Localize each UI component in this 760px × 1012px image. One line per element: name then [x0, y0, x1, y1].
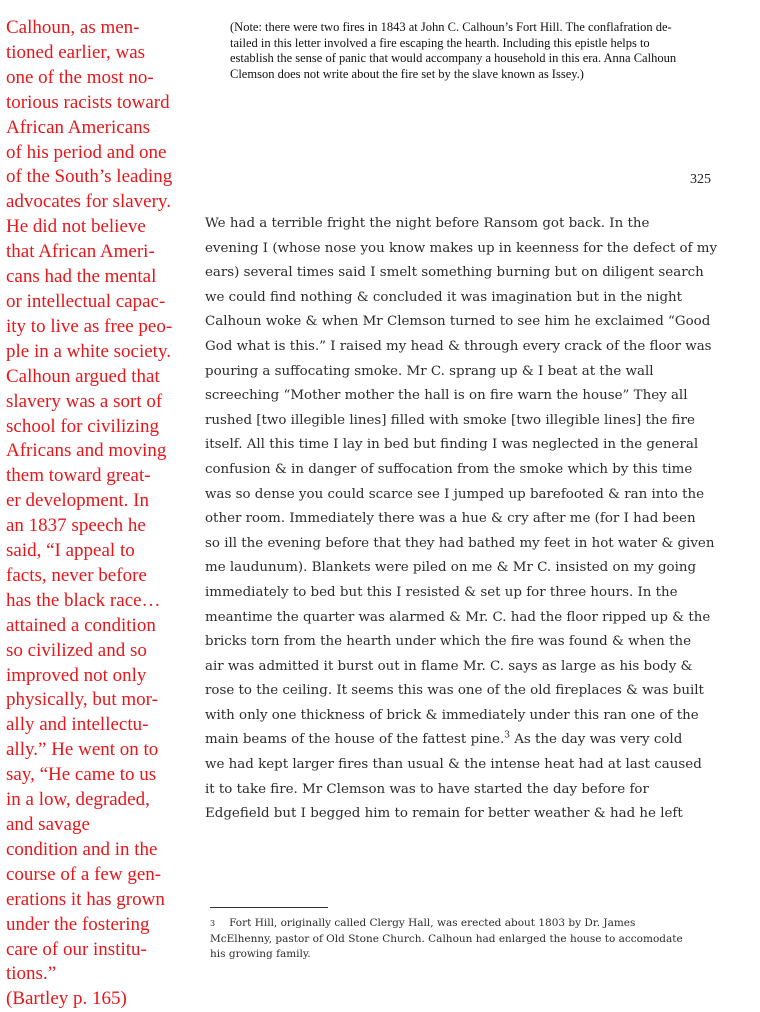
letter-body	[205, 212, 753, 827]
letter-text-part-1: We had a terrible fright the night before Ransom got back. In the evening I (whose nose you know makes up in keenness for the defect of my ears) several times said I smelt something burning but on diligent search we could find nothing & concluded it was imagination but in the night Calhoun woke & when Mr Clemson turned to see him he exclaimed “Good God what is this.” I raised my head & through every crack of the floor was pouring a suffocating smoke. Mr C. sprang up & I beat at the wall screeching “Mother mother the hall is on fire warn the house” They all rushed [two illegible lines] filled with smoke [two illegible lines] the fire itself. All this time I lay in bed but finding I was neglected in the general confusion & in danger of suffocation from the smoke which by this time was so dense you could scarce see I jumped up barefooted & ran into the other room. Immediately there was a hue & cry after me (for I had been so ill the evening before that they had bathed my feet in hot water & given me laudunum). Blankets were piled on me & Mr C. insisted on my going immediately to bed but this I resisted & set up for three hours. In the meantime the quarter was alarmed & Mr. C. had the floor ripped up & the bricks torn from the hearth under which the fire was found & when the air was admitted it burst out in flame Mr. C. says as large as his body & rose to the ceiling. It seems this was one of the old fireplaces & was built with only one thickness of brick & immediately under this ran one of the main beams of the house of the fattest pine.	[205, 216, 718, 748]
footnote-reference: 3	[504, 731, 510, 741]
footnote-text: Fort Hill, originally called Clergy Hall, was erected about 1803 by Dr. James McElhenny, pastor of Old Stone Church. Calhoun had enlarged the house to accomodate his growing family.	[210, 917, 683, 960]
page-number: 325	[690, 172, 711, 187]
footnote-marker: 3	[210, 919, 216, 928]
footnote-divider	[210, 907, 328, 908]
sidebar-commentary: Calhoun, as men- tioned earlier, was one of the most no- torious racists toward African Americans of his period and one of the South’s leading advocates for slavery. He did not believe that African Ameri- cans had the mental or intellectual capac- ity to live as free peo- ple in a white society. Calhoun argued that slavery was a sort of school for civilizing Africans and moving them toward great- er development. In an 1837 speech he said, “I appeal to facts, never before has the black race… attained a condition so civilized and so improved not only physically, but mor- ally and intellectu- ally.” He went on to say, “He came to us in a low, degraded, and savage condition and in the course of a few gen- erations it has grown under the fostering care of our institu- tions.” (Bartley p. 165)	[6, 17, 173, 1010]
letter-text-part-2: As the day was very cold we had kept larger fires than usual & the intense heat had at last caused it to take fire. Mr Clemson was to have started the day before for Edgefield but I begged him to remain for better weather & had he left	[205, 732, 702, 822]
footnote	[210, 916, 750, 963]
editor-note: (Note: there were two fires in 1843 at John C. Calhoun’s Fort Hill. The conflafration de- tailed in this letter involved a fire escaping the hearth. Including this epistle helps to establish the sense of panic that would accompany a household in this era. Anna Calhoun Clemson does not write about the fire set by the slave known as Issey.)	[230, 20, 677, 81]
